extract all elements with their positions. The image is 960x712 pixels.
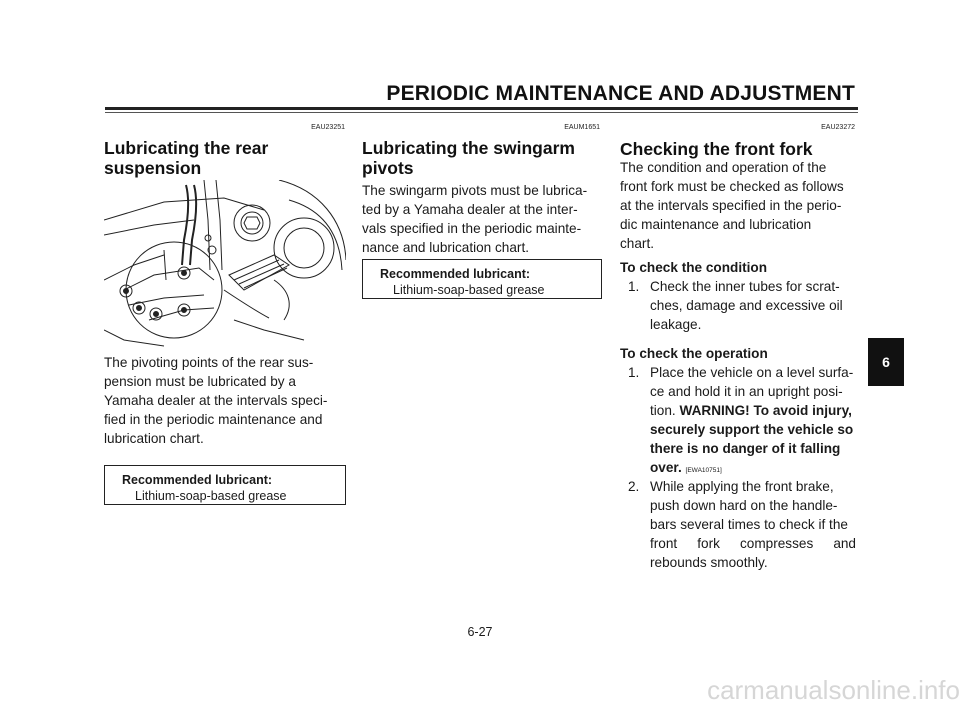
lubricant-box-value: Lithium-soap-based grease: [135, 489, 287, 503]
body-line: front fork must be checked as follows: [620, 179, 844, 194]
section-title: [362, 138, 602, 178]
step-number: 1.: [628, 279, 640, 294]
body-line: pension must be lubricated by a: [104, 374, 296, 389]
section-title: Checking the front fork: [620, 139, 813, 159]
condition-step-1: [628, 277, 856, 334]
section-title-line: Lubricating the swingarm: [362, 138, 575, 158]
header-rule-thin: [105, 112, 858, 113]
step-line: front fork compresses and: [650, 536, 856, 551]
step-line: leakage.: [650, 317, 702, 332]
body-line: vals specified in the periodic mainte-: [362, 221, 582, 236]
operation-step-2: [628, 477, 856, 572]
rear-suspension-drawing: [104, 180, 346, 348]
body-line: ted by a Yamaha dealer at the inter-: [362, 202, 578, 217]
section-header: PERIODIC MAINTENANCE AND ADJUSTMENT: [386, 82, 855, 105]
rear-suspension-illustration: [104, 180, 346, 348]
section-body: [362, 181, 602, 257]
body-line: at the intervals specified in the perio-: [620, 198, 842, 213]
section-code: EAUM1651: [564, 124, 600, 131]
warning-line: securely support the vehicle so: [650, 422, 854, 437]
step-line: ce and hold it in an upright posi-: [650, 384, 843, 399]
step-line: [650, 401, 856, 420]
section-body: [104, 353, 346, 448]
step-line: push down hard on the handle-: [650, 498, 838, 513]
step-number: 2.: [628, 479, 640, 494]
section-title-line: Lubricating the rear: [104, 138, 269, 158]
lubricant-box-title: Recommended lubricant:: [380, 267, 531, 281]
page-number: 6-27: [467, 625, 493, 639]
warning-text: over.: [650, 460, 682, 475]
warning-line: there is no danger of it falling: [650, 441, 841, 456]
section-title: [104, 138, 344, 178]
lubricant-box: [362, 259, 602, 299]
body-line: lubrication chart.: [104, 431, 204, 446]
body-line: Yamaha dealer at the intervals speci-: [104, 393, 328, 408]
step-line: While applying the front brake,: [650, 479, 834, 494]
body-line: The pivoting points of the rear sus-: [104, 355, 314, 370]
body-line: chart.: [620, 236, 654, 251]
body-line: nance and lubrication chart.: [362, 240, 530, 255]
body-line: The swingarm pivots must be lubrica-: [362, 183, 588, 198]
step-text-plain: tion.: [650, 403, 680, 418]
lubricant-box: [104, 465, 346, 505]
step-line: Check the inner tubes for scrat-: [650, 279, 840, 294]
step-line: bars several times to check if the: [650, 517, 848, 532]
step-text: [650, 277, 856, 334]
operation-step-1: [628, 363, 856, 477]
step-line: ches, damage and excessive oil: [650, 298, 843, 313]
step-text: [650, 477, 856, 572]
step-line: Place the vehicle on a level surfa-: [650, 365, 854, 380]
warning-reference: [EWA10751]: [685, 467, 722, 474]
condition-heading: To check the condition: [620, 260, 768, 275]
section-title-line: suspension: [104, 158, 202, 178]
warning-text: WARNING! To avoid injury,: [679, 403, 852, 418]
step-number: 1.: [628, 365, 640, 380]
body-line: fied in the periodic maintenance and: [104, 412, 323, 427]
body-line: dic maintenance and lubrication: [620, 217, 812, 232]
step-text: [650, 363, 856, 480]
body-line: The condition and operation of the: [620, 160, 827, 175]
section-body: [620, 158, 856, 253]
lubricant-box-title: Recommended lubricant:: [122, 473, 273, 487]
chapter-tab[interactable]: 6: [868, 338, 904, 386]
operation-heading: To check the operation: [620, 346, 768, 361]
section-code: EAU23251: [311, 124, 345, 131]
watermark: carmanualsonline.info: [707, 675, 960, 705]
lubricant-box-value: Lithium-soap-based grease: [393, 283, 545, 297]
step-line: rebounds smoothly.: [650, 555, 768, 570]
header-rule-thick: [105, 107, 858, 110]
section-code: EAU23272: [821, 124, 855, 131]
section-title-line: pivots: [362, 158, 414, 178]
